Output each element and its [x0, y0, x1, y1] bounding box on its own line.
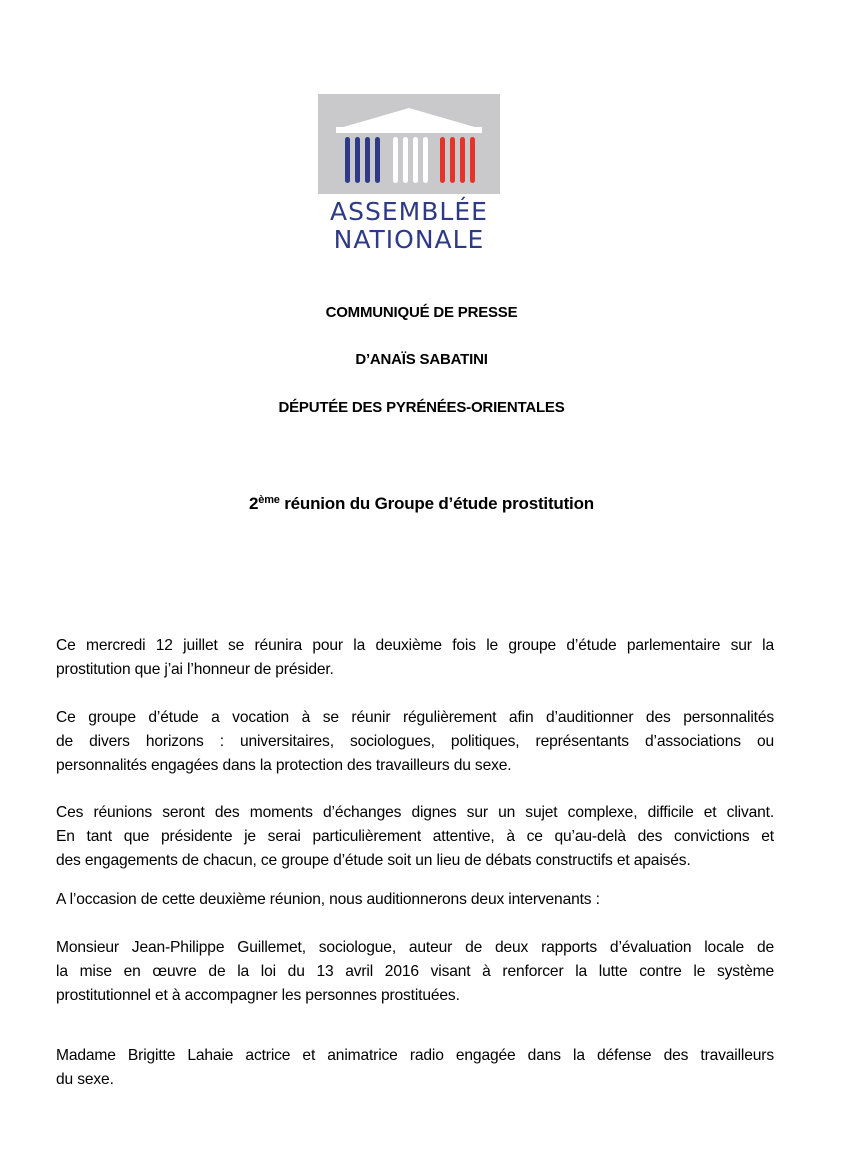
paragraph-line: la mise en œuvre de la loi du 13 avril 2016 visant à renforcer la lutte contre le système [56, 963, 774, 980]
paragraph-line: des engagements de chacun, ce groupe d’étude soit un lieu de débats constructifs et apaisés. [56, 852, 691, 869]
paragraph-line: prostitutionnel et à accompagner les personnes prostituées. [56, 987, 460, 1004]
paragraph-line: En tant que présidente je serai particulièrement attentive, à ce qu’au-delà des convictions et [56, 828, 774, 845]
palais-bourbon-emblem-icon [318, 94, 500, 194]
press-release-author-role: DÉPUTÉE DES PYRÉNÉES-ORIENTALES [278, 399, 565, 416]
column-red-1 [440, 137, 445, 183]
column-white-1 [393, 137, 398, 183]
entablature-icon [336, 127, 482, 133]
logo-text-assemblee: ASSEMBLÉE [330, 197, 488, 226]
paragraph-line: Madame Brigitte Lahaie actrice et animatrice radio engagée dans la défense des travailleurs [56, 1047, 774, 1064]
pediment-icon [340, 108, 478, 128]
paragraph-line: Monsieur Jean-Philippe Guillemet, sociologue, auteur de deux rapports d’évaluation locale de [56, 939, 774, 956]
column-red-4 [470, 137, 475, 183]
column-blue-1 [345, 137, 350, 183]
logo-text-nationale: NATIONALE [333, 225, 485, 254]
paragraph-line: du sexe. [56, 1071, 114, 1088]
paragraph-meetings [56, 801, 774, 873]
paragraph-speaker-lahaie [56, 1044, 774, 1092]
paragraph-line: prostitution que j’ai l’honneur de présider. [56, 661, 334, 678]
paragraph-line: Ce groupe d’étude a vocation à se réunir régulièrement afin d’auditionner des personnalités [56, 709, 774, 726]
title-text: réunion du Groupe d’étude prostitution [279, 494, 594, 513]
column-white-4 [423, 137, 428, 183]
paragraph-line: Ces réunions seront des moments d’échanges dignes sur un sujet complexe, difficile et clivant. [56, 804, 774, 821]
column-white-3 [413, 137, 418, 183]
title-superscript: ème [258, 494, 280, 506]
column-red-3 [460, 137, 465, 183]
title-number: 2 [249, 494, 259, 513]
assemblee-nationale-logo [318, 94, 500, 262]
document-title [0, 494, 843, 514]
column-blue-2 [355, 137, 360, 183]
paragraph-speakers-intro [56, 888, 774, 912]
paragraph-intro [56, 634, 774, 682]
column-blue-3 [365, 137, 370, 183]
column-red-2 [450, 137, 455, 183]
paragraph-line: Ce mercredi 12 juillet se réunira pour la deuxième fois le groupe d’étude parlementaire sur la [56, 637, 774, 654]
column-white-2 [403, 137, 408, 183]
press-release-author: D’ANAÏS SABATINI [355, 351, 488, 368]
paragraph-line: de divers horizons : universitaires, sociologues, politiques, représentants d’associations ou [56, 733, 774, 750]
paragraph-speaker-guillemet [56, 936, 774, 1008]
paragraph-purpose [56, 706, 774, 778]
press-release-heading: COMMUNIQUÉ DE PRESSE [325, 304, 518, 321]
paragraph-line: personnalités engagées dans la protection des travailleurs du sexe. [56, 757, 512, 774]
column-blue-4 [375, 137, 380, 183]
paragraph-line: A l’occasion de cette deuxième réunion, nous auditionnerons deux intervenants : [56, 891, 600, 908]
